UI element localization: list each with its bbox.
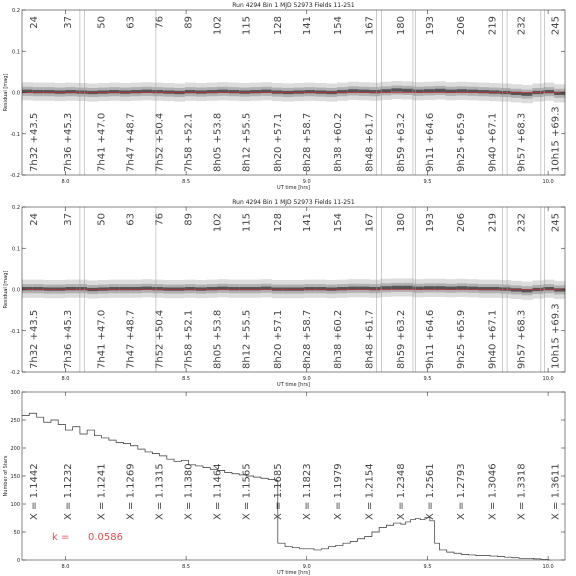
chart2-coord-label: 8h38 +60.2 xyxy=(333,309,345,369)
chart1-band-core xyxy=(196,90,207,93)
chart1-coord-label: 8h59 +63.2 xyxy=(395,112,407,172)
chart2-field-label: 206 xyxy=(456,213,468,233)
chart1-field-label: 232 xyxy=(516,16,528,36)
chart2-coord-label: 10h15 +69.3 xyxy=(550,303,562,369)
chart3-y-axis-label: Number of Stars xyxy=(3,455,9,497)
chart2-x-tick-label: 8.5 xyxy=(182,376,191,382)
chart1-band-core xyxy=(120,90,131,93)
chart2-band-core xyxy=(424,286,435,289)
chart2-field-label: 76 xyxy=(154,213,166,226)
chart1-band-core xyxy=(272,90,283,93)
chart2-band-core xyxy=(456,286,467,289)
chart1-y-axis-label: Residual [mag] xyxy=(3,73,9,112)
chart2-field-label: 37 xyxy=(62,213,74,226)
chart1-coord-label: 10h15 +69.3 xyxy=(550,106,562,172)
chart2-band-core xyxy=(98,287,109,290)
chart2-coord-label: 8h59 +63.2 xyxy=(395,309,407,369)
chart2-y-tick-label: -0.1 xyxy=(10,328,20,335)
chart1-band-core xyxy=(294,90,305,93)
chart1-x-axis-label: UT time [hrs] xyxy=(277,185,310,191)
chart1-coord-label: 8h48 +61.7 xyxy=(364,112,376,172)
chart3-airmass-label: X = 1.1685 xyxy=(272,463,284,520)
chart1-coord-label: 7h58 +52.1 xyxy=(183,112,195,172)
chart3-airmass-label: X = 1.2154 xyxy=(364,463,376,520)
chart3-y-tick-label: 150 xyxy=(10,474,20,480)
chart3-y-tick-label: 50 xyxy=(13,530,20,536)
chart2-band-core xyxy=(391,286,402,289)
chart1-x-tick-label: 9.5 xyxy=(423,179,432,185)
chart1-coord-label: 7h41 +47.0 xyxy=(96,112,108,172)
chart3-airmass-label: X = 1.1380 xyxy=(183,463,195,520)
chart3-airmass-label: X = 1.1241 xyxy=(96,463,108,520)
chart2-coord-label: 8h12 +55.5 xyxy=(241,309,253,369)
chart1-field-label: 24 xyxy=(29,16,41,29)
chart2-coord-label: 7h41 +47.0 xyxy=(96,309,108,369)
chart2-field-label: 245 xyxy=(550,213,562,233)
chart2-field-label: 180 xyxy=(395,213,407,233)
chart2-coord-label: 7h32 +43.5 xyxy=(29,309,41,369)
chart2-band-core xyxy=(272,287,283,290)
chart1-y-tick-label: 0.1 xyxy=(12,49,20,56)
chart2-y-tick-label: -0.2 xyxy=(10,370,20,376)
chart2-field-label: 89 xyxy=(183,213,195,226)
chart1-coord-label: 9h11 +64.6 xyxy=(424,112,436,172)
chart3-y-tick-label: 250 xyxy=(10,418,20,424)
chart1-field-label: 76 xyxy=(154,16,166,29)
chart1-title: Run 4294 Bin 1 MJD 52973 Fields 11-251 xyxy=(232,2,355,9)
chart2-x-tick-label: 10.0 xyxy=(542,376,554,382)
chart1-band-core xyxy=(424,89,435,92)
chart1-field-label: 115 xyxy=(241,16,253,36)
chart1-field-label: 50 xyxy=(96,16,108,29)
chart2-y-tick-label: 0.2 xyxy=(12,205,20,211)
chart1-coord-label: 9h57 +68.3 xyxy=(516,112,528,172)
chart3-airmass-label: X = 1.2348 xyxy=(395,463,407,520)
chart2-y-tick-label: 0.0 xyxy=(12,287,20,294)
chart2-band-core xyxy=(174,287,185,290)
chart2-field-label: 219 xyxy=(487,213,499,233)
chart3-airmass-label: X = 1.1269 xyxy=(125,463,137,520)
chart3-airmass-label: X = 1.2561 xyxy=(424,463,436,520)
chart1-field-label: 141 xyxy=(301,16,313,36)
chart2-field-label: 141 xyxy=(301,213,313,233)
chart1-x-tick-label: 8.5 xyxy=(182,179,191,185)
chart2-field-label: 102 xyxy=(212,213,224,233)
chart3-airmass-label: X = 1.1979 xyxy=(333,463,345,520)
chart2-band-core xyxy=(163,287,174,290)
chart2-coord-label: 8h28 +58.7 xyxy=(301,309,313,369)
chart1-band-core xyxy=(239,90,250,93)
chart2-x-tick-label: 9.5 xyxy=(423,376,432,382)
chart2-x-axis-label: UT time [hrs] xyxy=(277,382,310,388)
chart1-field-label: 206 xyxy=(456,16,468,36)
chart3-airmass-label: X = 1.1232 xyxy=(62,463,74,520)
chart2-coord-label: 9h57 +68.3 xyxy=(516,309,528,369)
chart1-y-tick-label: -0.2 xyxy=(10,173,20,179)
chart1-band-core xyxy=(435,89,446,92)
chart1-coord-label: 7h52 +50.4 xyxy=(154,112,166,172)
chart3-y-tick-label: 300 xyxy=(10,390,20,396)
chart2-band-core xyxy=(435,286,446,289)
chart1-x-tick-label: 9.0 xyxy=(302,179,311,185)
chart1-field-label: 193 xyxy=(424,16,436,36)
chart2-x-tick-label: 8.0 xyxy=(61,376,70,382)
chart3-airmass-label: X = 1.1315 xyxy=(154,463,166,520)
chart1-field-label: 63 xyxy=(125,16,137,29)
chart2-band-core xyxy=(283,287,294,290)
chart1-coord-label: 8h12 +55.5 xyxy=(241,112,253,172)
chart1-band-core xyxy=(163,90,174,93)
chart2-field-label: 193 xyxy=(424,213,436,233)
chart3-airmass-label: X = 1.3318 xyxy=(516,463,528,520)
chart2-coord-label: 8h20 +57.1 xyxy=(272,309,284,369)
chart1-field-label: 89 xyxy=(183,16,195,29)
chart3-x-axis-label: UT time [hrs] xyxy=(277,570,310,576)
chart1-coord-label: 7h36 +45.3 xyxy=(62,112,74,172)
chart2-band-core xyxy=(554,288,565,291)
chart1-field-label: 167 xyxy=(364,16,376,36)
chart3-x-tick-label: 8.5 xyxy=(182,564,191,570)
chart2-field-label: 167 xyxy=(364,213,376,233)
chart3-airmass-label: X = 1.3046 xyxy=(487,463,499,520)
chart3-y-tick-label: 100 xyxy=(10,502,20,508)
chart2-band-core xyxy=(294,287,305,290)
chart1-band-core xyxy=(98,90,109,93)
chart1-x-tick-label: 10.0 xyxy=(542,179,554,185)
chart1-band-core xyxy=(348,89,359,92)
chart2-coord-label: 7h58 +52.1 xyxy=(183,309,195,369)
chart1-field-label: 154 xyxy=(333,16,345,36)
chart2-field-label: 50 xyxy=(96,213,108,226)
chart2-band-core xyxy=(380,286,391,289)
chart2-field-label: 63 xyxy=(125,213,137,226)
chart1-field-label: 37 xyxy=(62,16,74,29)
chart2-coord-label: 9h25 +65.9 xyxy=(456,309,468,369)
chart2-field-label: 128 xyxy=(272,213,284,233)
chart2-coord-label: 7h36 +45.3 xyxy=(62,309,74,369)
chart1-coord-label: 8h28 +58.7 xyxy=(301,112,313,172)
chart3-x-tick-label: 9.0 xyxy=(302,564,311,570)
chart1-y-tick-label: 0.2 xyxy=(12,8,20,14)
chart2-coord-label: 9h40 +67.1 xyxy=(487,309,499,369)
chart2-band-core xyxy=(44,287,55,290)
chart2-field-label: 154 xyxy=(333,213,345,233)
chart1-x-tick-label: 8.0 xyxy=(61,179,70,185)
chart1-field-label: 245 xyxy=(550,16,562,36)
chart3-airmass-label: X = 1.1464 xyxy=(212,463,224,520)
chart1-band-core xyxy=(315,90,326,93)
chart1-band-core xyxy=(380,89,391,92)
chart3-y-tick-label: 200 xyxy=(10,446,20,452)
chart2-x-tick-label: 9.0 xyxy=(302,376,311,382)
chart3-airmass-label: X = 1.2793 xyxy=(456,463,468,520)
chart1-coord-label: 8h05 +53.8 xyxy=(212,112,224,172)
chart2-coord-label: 7h47 +48.7 xyxy=(125,309,137,369)
chart1-band-core xyxy=(391,88,402,91)
chart3-x-tick-label: 10.0 xyxy=(542,564,554,570)
chart3-k-value: 0.0586 xyxy=(88,532,123,543)
chart2-band-core xyxy=(326,287,337,290)
chart2-field-label: 24 xyxy=(29,213,41,226)
chart2-band-core xyxy=(402,286,413,289)
chart1-band-core xyxy=(489,90,500,93)
chart2-y-tick-label: 0.1 xyxy=(12,246,20,253)
chart3-airmass-label: X = 1.1565 xyxy=(241,463,253,520)
chart2-y-axis-label: Residual [mag] xyxy=(3,270,9,309)
chart1-field-label: 102 xyxy=(212,16,224,36)
chart1-coord-label: 7h32 +43.5 xyxy=(29,112,41,172)
chart3-k-label: k = xyxy=(52,532,70,543)
chart1-coord-label: 7h47 +48.7 xyxy=(125,112,137,172)
chart2-band-core xyxy=(500,287,511,290)
chart1-field-label: 180 xyxy=(395,16,407,36)
chart1-field-label: 219 xyxy=(487,16,499,36)
chart1-band-core xyxy=(402,89,413,92)
chart2-band-core xyxy=(511,288,522,291)
chart1-band-core xyxy=(456,89,467,92)
chart3-airmass-label: X = 1.3611 xyxy=(550,463,562,520)
chart2-coord-label: 7h52 +50.4 xyxy=(154,309,166,369)
chart1-coord-label: 9h40 +67.1 xyxy=(487,112,499,172)
chart1-band-core xyxy=(55,90,66,93)
chart1-band-core xyxy=(522,93,533,96)
chart3-y-tick-label: 0 xyxy=(16,558,20,564)
chart1-y-tick-label: 0.0 xyxy=(12,90,20,97)
chart2-coord-label: 9h11 +64.6 xyxy=(424,309,436,369)
chart3-x-tick-label: 9.5 xyxy=(423,564,432,570)
chart2-field-label: 115 xyxy=(241,213,253,233)
chart1-coord-label: 8h38 +60.2 xyxy=(333,112,345,172)
chart2-field-label: 232 xyxy=(516,213,528,233)
chart2-coord-label: 8h48 +61.7 xyxy=(364,309,376,369)
chart2-band-core xyxy=(55,287,66,290)
chart3-x-tick-label: 8.0 xyxy=(61,564,70,570)
chart1-coord-label: 8h20 +57.1 xyxy=(272,112,284,172)
chart1-band-core xyxy=(76,90,87,93)
chart1-y-tick-label: -0.1 xyxy=(10,131,20,138)
chart3-airmass-label: X = 1.1442 xyxy=(29,463,41,520)
chart3-airmass-label: X = 1.1823 xyxy=(301,463,313,520)
chart2-coord-label: 8h05 +53.8 xyxy=(212,309,224,369)
chart1-coord-label: 9h25 +65.9 xyxy=(456,112,468,172)
chart2-band-core xyxy=(196,287,207,290)
chart2-title: Run 4294 Bin 1 MJD 52973 Fields 11-251 xyxy=(232,199,355,206)
chart1-field-label: 128 xyxy=(272,16,284,36)
